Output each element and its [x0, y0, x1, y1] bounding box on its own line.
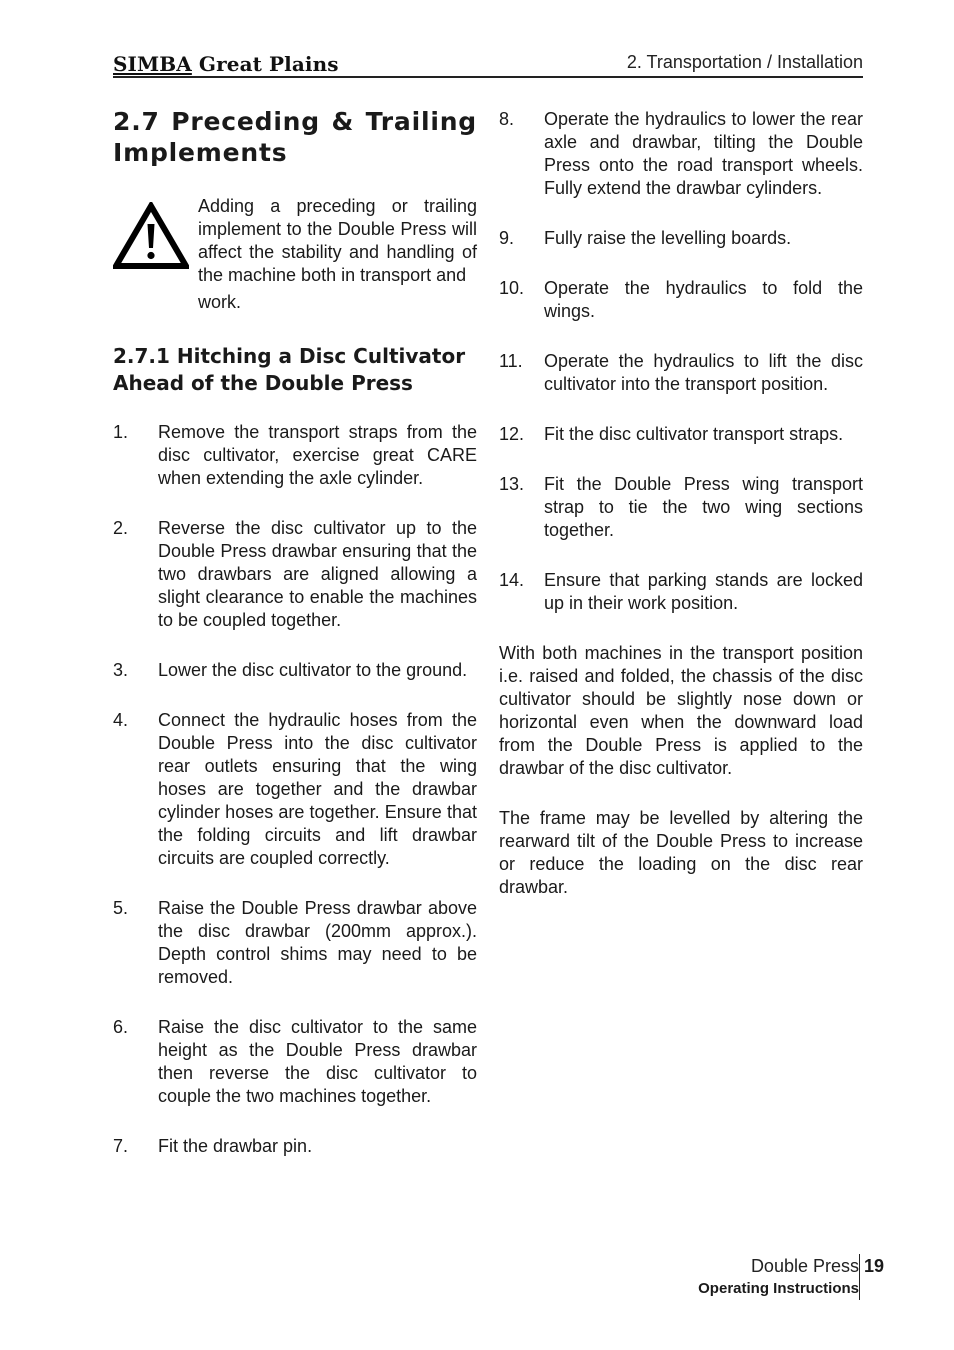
step-item	[499, 277, 863, 323]
warning-triangle-icon	[113, 202, 189, 270]
steps-list-right	[499, 108, 863, 615]
step-item	[113, 1135, 477, 1158]
step-text: Remove the transport straps from the disc cultivator, exercise great CARE when extending the axle cylinder.	[158, 422, 477, 488]
step-text: Lower the disc cultivator to the ground.	[158, 660, 468, 680]
step-number: 6.	[113, 1017, 129, 1037]
footer-subtitle: Operating Instructions	[698, 1280, 859, 1297]
step-item	[113, 897, 477, 989]
warning-block	[113, 195, 477, 315]
section-heading: 2.7 Preceding & Trailing Implements	[113, 107, 477, 167]
step-text: Fully raise the levelling boards.	[544, 228, 792, 248]
step-text: Fit the Double Press wing transport strap to tie the two wing sections together.	[544, 474, 863, 540]
step-item	[499, 569, 863, 615]
brand-logo	[113, 52, 339, 76]
step-number: 9.	[499, 228, 515, 248]
step-number: 2.	[113, 518, 129, 538]
step-number: 5.	[113, 898, 129, 918]
step-text: Operate the hydraulics to fold the wings.	[544, 278, 863, 321]
step-text: Raise the disc cultivator to the same height as the Double Press drawbar then reverse the disc cultivator to couple the two machines together.	[158, 1017, 477, 1106]
step-text: Operate the hydraulics to lower the rear axle and drawbar, tilting the Double Press onto the road transport wheels. Fully extend the drawbar cylinders.	[544, 109, 863, 198]
brand-simba: SIMBA	[113, 52, 192, 76]
page-number: 19	[864, 1256, 885, 1276]
step-number: 10.	[499, 278, 525, 298]
step-item	[113, 659, 477, 682]
step-item	[113, 1016, 477, 1108]
step-item	[499, 423, 863, 446]
step-number: 7.	[113, 1136, 129, 1156]
step-item	[499, 473, 863, 542]
step-text: Raise the Double Press drawbar above the disc drawbar (200mm approx.). Depth control shims may need to be removed.	[158, 898, 477, 987]
left-column	[113, 106, 477, 1185]
step-number: 3.	[113, 660, 129, 680]
step-item	[499, 227, 863, 250]
page-footer	[698, 1255, 859, 1300]
step-text: Fit the disc cultivator transport straps.	[544, 424, 844, 444]
warning-text-end: work.	[198, 292, 242, 312]
subsection-heading: 2.7.1 Hitching a Disc Cultivator Ahead of the Double Press	[113, 344, 466, 395]
step-item	[499, 350, 863, 396]
note-paragraph: The frame may be levelled by altering the rearward tilt of the Double Press to increase or reduce the loading on the disc rear drawbar.	[499, 808, 863, 897]
step-number: 4.	[113, 710, 129, 730]
step-text: Fit the drawbar pin.	[158, 1136, 313, 1156]
step-number: 12.	[499, 424, 525, 444]
step-text: Ensure that parking stands are locked up in their work position.	[544, 570, 863, 613]
step-text: Reverse the disc cultivator up to the Double Press drawbar ensuring that the two drawbars are aligned allowing a slight clearance to enable the machines to be coupled together.	[158, 518, 477, 630]
page-header	[113, 48, 863, 78]
warning-text-body: Adding a preceding or trailing implement to the Double Press will affect the stability and handling of the machine both in transport and	[198, 196, 477, 285]
step-item	[113, 709, 477, 870]
step-text: Operate the hydraulics to lift the disc cultivator into the transport position.	[544, 351, 863, 394]
step-number: 8.	[499, 109, 515, 129]
warning-text	[198, 195, 477, 314]
footer-product: Double Press	[750, 1256, 859, 1276]
note-paragraph: With both machines in the transport position i.e. raised and folded, the chassis of the disc cultivator should be slightly nose down or horizontal even when the downward load from the Double Press is applied to the drawbar of the disc cultivator.	[499, 643, 863, 778]
section-title: 2. Transportation / Installation	[626, 52, 863, 72]
brand-great-plains: Great Plains	[191, 52, 339, 76]
step-item	[499, 108, 863, 200]
right-column	[499, 108, 863, 926]
step-number: 11.	[499, 351, 523, 371]
step-number: 14.	[499, 570, 525, 590]
step-number: 13.	[499, 474, 525, 494]
step-text: Connect the hydraulic hoses from the Double Press into the disc cultivator rear outlets ensuring that the wing hoses are together and the drawbar cylinder hoses are together. Ensure that the folding circuits and lift drawbar circuits are coupled correctly.	[158, 710, 477, 868]
footer-divider	[859, 1254, 860, 1300]
step-item	[113, 517, 477, 632]
steps-list-left	[113, 421, 477, 1158]
step-item	[113, 421, 477, 490]
step-number: 1.	[113, 422, 129, 442]
